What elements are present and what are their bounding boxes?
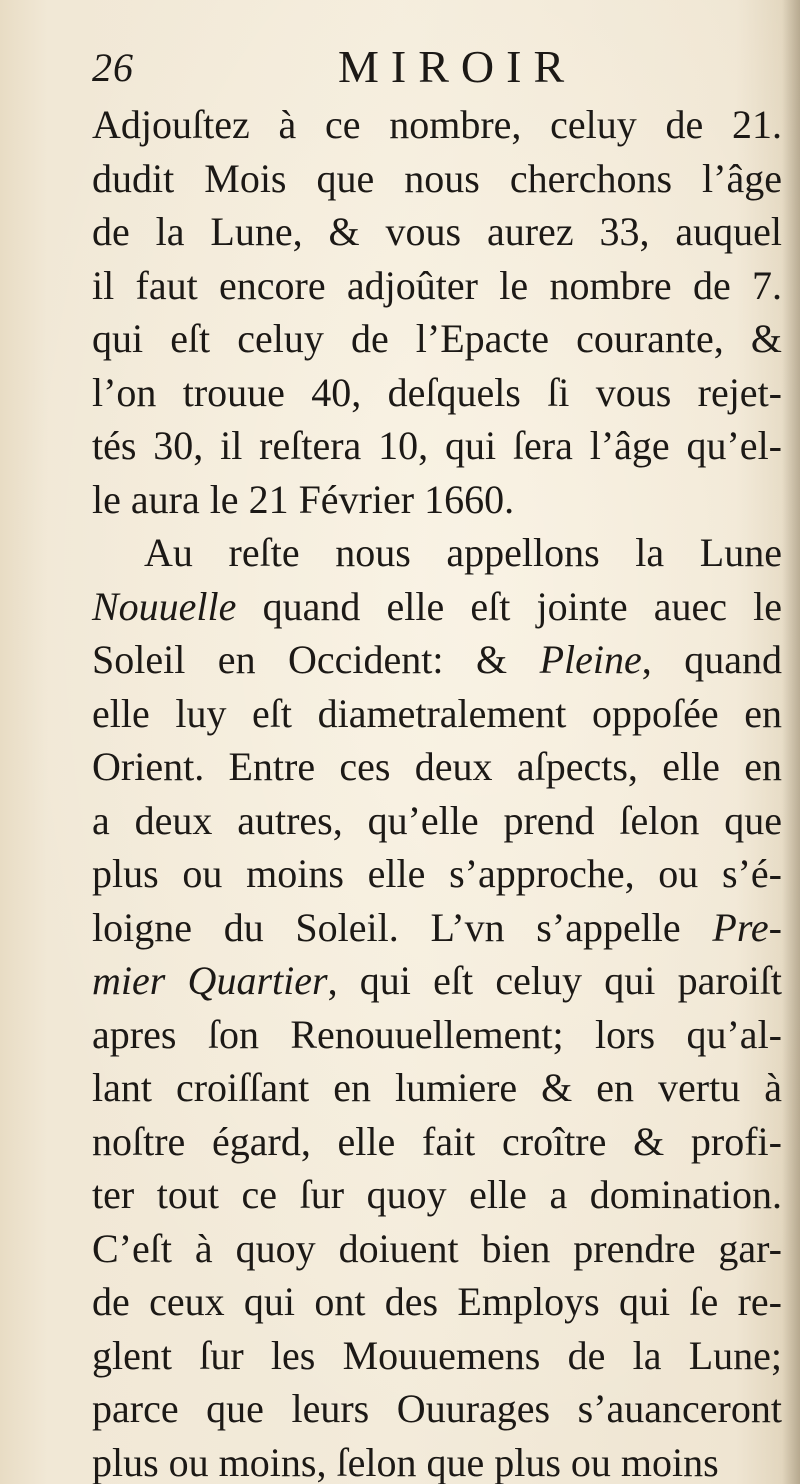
page-number: 26 xyxy=(92,45,134,90)
page-edge-shadow xyxy=(782,0,800,1484)
text-segment: dudit Mois que nous cherchons l’âge xyxy=(92,155,782,201)
text-line xyxy=(92,794,782,848)
text-segment: apres ſon Renouuellement; lors qu’al- xyxy=(92,1011,782,1057)
text-segment: a deux autres, qu’elle prend ſelon que xyxy=(92,797,782,843)
text-segment: lant croiſſant en lumiere & en vertu à xyxy=(92,1065,782,1110)
text-line xyxy=(92,1061,782,1115)
body-text xyxy=(92,98,782,1484)
text-segment: , quand xyxy=(641,637,782,682)
text-segment: de ceux qui ont des Employs qui ſe re- xyxy=(92,1279,782,1324)
italic-text: Pre- xyxy=(712,904,782,950)
text-line xyxy=(92,205,782,259)
text-segment: C’eſt à quoy doiuent bien prendre gar- xyxy=(92,1225,782,1271)
text-segment: tés 30, il reſtera 10, qui ſera l’âge qu’el- xyxy=(92,423,782,468)
text-line xyxy=(92,1382,782,1436)
text-segment: plus ou moins, ſelon que plus ou moins xyxy=(92,1439,719,1484)
text-segment: Soleil en Occident: & xyxy=(92,637,540,682)
text-line xyxy=(92,98,782,152)
text-line xyxy=(92,1115,782,1169)
running-title: MIROIR xyxy=(338,41,577,92)
text-line xyxy=(92,473,782,527)
text-line xyxy=(92,366,782,420)
text-segment: Au reſte nous appellons la Lune xyxy=(144,530,782,575)
text-segment: parce que leurs Ouurages s’auanceront xyxy=(92,1386,782,1431)
text-segment: ter tout ce ſur quoy elle a domination. xyxy=(92,1172,782,1217)
text-segment: quand elle eſt jointe auec le xyxy=(236,583,782,629)
text-line xyxy=(92,312,782,366)
text-segment: qui eſt celuy de l’Epacte courante, & xyxy=(92,316,782,361)
text-segment: plus ou moins elle s’approche, ou s’é- xyxy=(92,851,782,896)
text-line xyxy=(92,1168,782,1222)
text-segment: Adjouſtez à ce nombre, celuy de 21. xyxy=(92,102,782,147)
text-line xyxy=(92,419,782,473)
text-line xyxy=(92,1436,782,1484)
text-line xyxy=(92,847,782,901)
text-line xyxy=(92,259,782,313)
text-line xyxy=(92,1222,782,1276)
text-segment: , qui eſt celuy qui paroiſt xyxy=(327,958,782,1003)
text-segment: loigne du Soleil. L’vn s’appelle xyxy=(92,904,713,950)
text-segment: glent ſur les Mouuemens de la Lune; xyxy=(92,1332,782,1378)
text-line xyxy=(92,1008,782,1062)
italic-text: mier Quartier xyxy=(92,958,328,1003)
text-segment: l’on trouue 40, deſquels ſi vous rejet- xyxy=(92,369,782,415)
text-segment: de la Lune, & vous aurez 33, auquel xyxy=(92,209,782,254)
text-line xyxy=(92,526,782,580)
text-line xyxy=(92,954,782,1008)
text-line xyxy=(92,580,782,634)
text-line xyxy=(92,152,782,206)
text-segment: Orient. Entre ces deux aſpects, elle en xyxy=(92,744,782,789)
text-line xyxy=(92,1329,782,1383)
text-segment: le aura le 21 Février 1660. xyxy=(92,476,515,522)
text-line xyxy=(92,687,782,741)
italic-text: Nouuelle xyxy=(92,583,237,629)
page-header xyxy=(92,40,782,96)
italic-text: Pleine xyxy=(539,637,642,682)
text-line xyxy=(92,740,782,794)
text-segment: il faut encore adjoûter le nombre de 7. xyxy=(92,262,782,308)
text-segment: noſtre égard, elle fait croître & profi- xyxy=(92,1118,782,1164)
text-segment: elle luy eſt diametralement oppoſée en xyxy=(92,690,782,736)
text-line xyxy=(92,901,782,955)
text-line xyxy=(92,1275,782,1329)
text-line xyxy=(92,633,782,687)
